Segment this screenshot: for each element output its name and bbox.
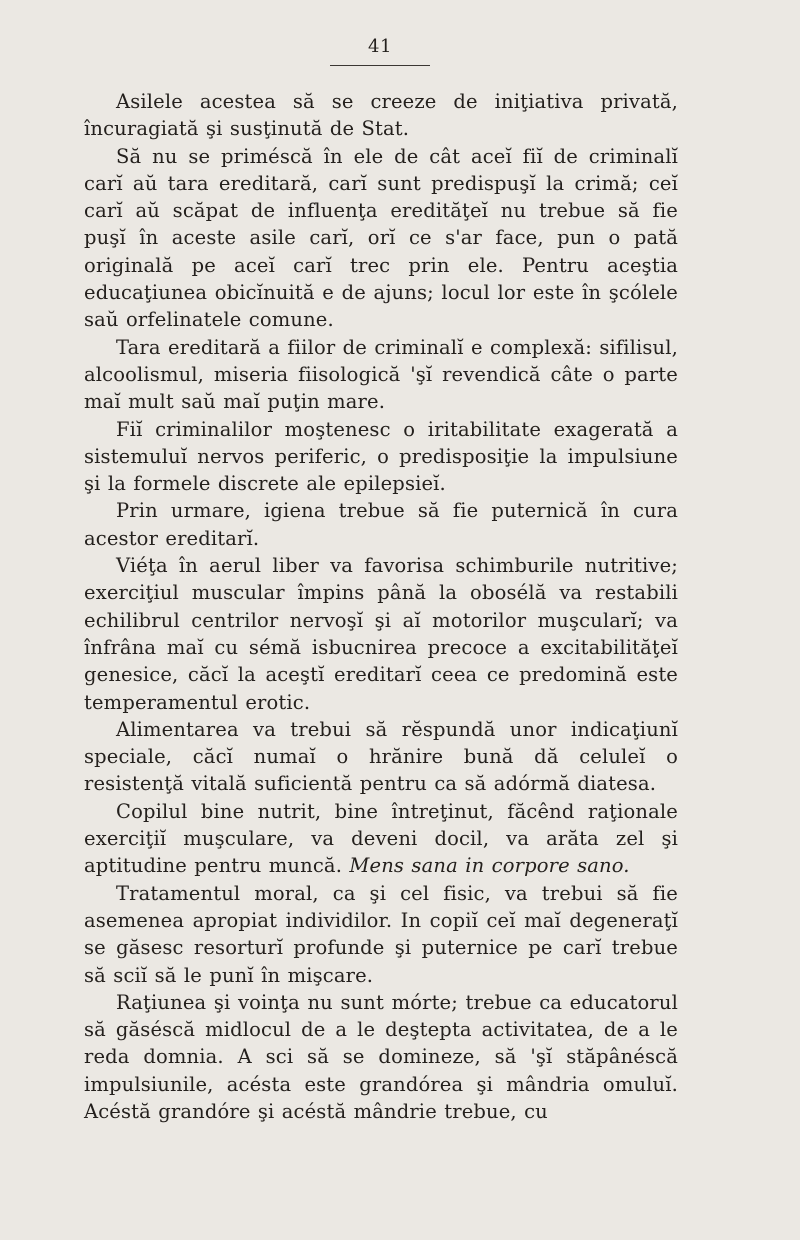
paragraph-moral-treatment: Tratamentul moral, ca şi cel fisic, va trebui să fie asemenea apropiat individilor. In copiĭ ceĭ maĭ degeneraţĭ se găsesc resorturĭ profunde şi puternice pe carĭ trebue să sciĭ să le punĭ în mişcare. xyxy=(84,881,678,987)
paragraph-hereditary-taint: Tara ereditară a fiilor de criminalĭ e complexă: sifilisul, alcoolismul, miseria fiisologică 'şĭ revendică câte o parte maĭ mult saŭ maĭ puţin mare. xyxy=(84,335,678,414)
page-number: 41 xyxy=(368,36,392,57)
paragraph-open-air-life: Viéţa în aerul liber va favorisa schimburile nutritive; exerciţiul muscular împins până la obosélă va restabili echilibrul centrilor nervoşĭ şi aĭ motorilor muşcularĭ; va înfrâna maĭ cu sémă isbucnirea precoce a excitabilităţeĭ genesice, căcĭ la aceştĭ ereditarĭ ceea ce predomină este temperamentul erotic. xyxy=(84,554,678,714)
paragraph-asylums: Asilele acestea să se creeze de iniţiativa privată, încuragiată şi susţinută de Stat. xyxy=(84,90,678,141)
paragraph-hygiene: Prin urmare, igiena trebue să fie puternică în cura acestor ereditarĭ. xyxy=(84,499,678,550)
paragraph-well-fed-child xyxy=(84,798,678,880)
header-rule xyxy=(330,65,430,66)
body-text xyxy=(84,88,678,1125)
paragraph-irritability: Fiĭ criminalilor moştenesc o iritabilitate exagerată a sistemuluĭ nervos periferic, o predisposiţie la impulsiune şi la formele discrete ale epilepsieĭ. xyxy=(84,417,678,496)
paragraph-nutrition: Alimentarea va trebui să rĕspundă unor indicaţiunĭ speciale, căcĭ numaĭ o hrănire bună dă celuleĭ o resistenţă vitală suficientă pentru ca să adórmă diatesa. xyxy=(84,717,678,796)
paragraph-reason-and-will: Raţiunea şi voinţa nu sunt mórte; trebue ca educatorul să găséscă midlocul de a le deştepta activitatea, de a le reda domnia. A sci să se domineze, să 'şĭ stăpânéscă impulsiunile, acésta este grandórea şi mândria omuluĭ. Acéstă grandóre şi acéstă mândrie trebue, cu xyxy=(84,990,678,1123)
latin-quote: Mens sana in corpore sano. xyxy=(349,854,630,878)
paragraph-well-fed-child-text: Copilul bine nutrit, bine întreţinut, făcênd raţionale exerciţiĭ muşculare, va deveni docil, va arăta zel şi aptitudine pentru muncă. xyxy=(84,799,678,878)
paragraph-admission: Să nu se priméscă în ele de cât aceĭ fiĭ de criminalĭ carĭ aŭ tara ereditară, carĭ sunt predispuşĭ la crimă; ceĭ carĭ aŭ scăpat de influenţa eredităţeĭ nu trebue să fie puşĭ în aceste asile carĭ, orĭ ce s'ar face, pun o pată originală pe aceĭ carĭ trec prin ele. Pentru aceştia educaţiunea obicĭnuită e de ajuns; locul lor este în şcólele saŭ orfelinatele comune. xyxy=(84,144,678,332)
